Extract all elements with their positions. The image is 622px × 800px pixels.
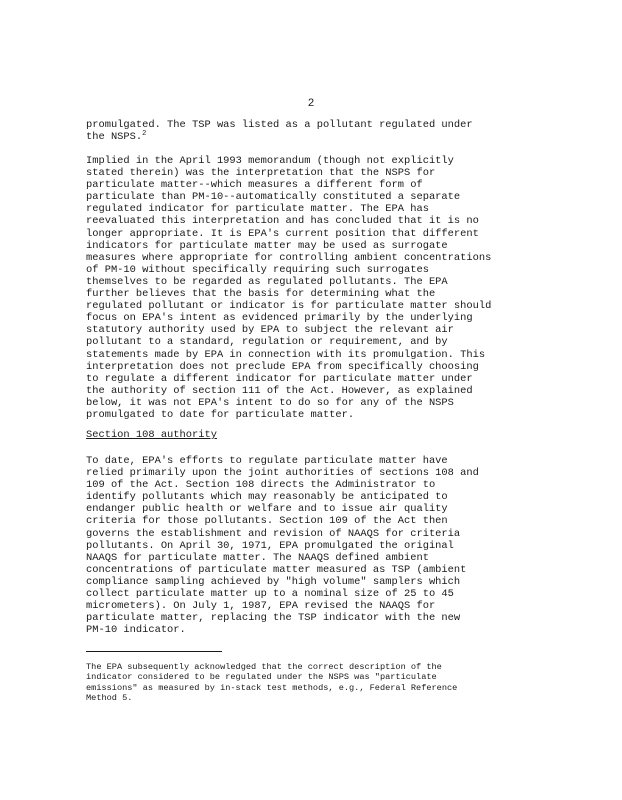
- footnote-line: Method 5.: [86, 693, 133, 704]
- paragraph-2-line: below, it was not EPA's intent to do so for any of the NSPS: [86, 396, 454, 409]
- paragraph-2-line: indicators for particulate matter may be used as surrogate: [86, 239, 448, 252]
- paragraph-3-line: pollutants. On April 30, 1971, EPA promulgated the original: [86, 539, 454, 552]
- footnote-line: indicator considered to be regulated under the NSPS was "particulate: [86, 672, 437, 683]
- paragraph-1-line: promulgated. The TSP was listed as a pollutant regulated under: [86, 119, 473, 131]
- paragraph-3-line: criteria for those pollutants. Section 109 of the Act then: [86, 515, 448, 528]
- paragraph-2-line: of PM-10 without specifically requiring such surrogates: [86, 263, 429, 276]
- paragraph-2-line: promulgated to date for particulate matter.: [86, 408, 355, 421]
- paragraph-3-line: compliance sampling achieved by "high volume" samplers which: [86, 575, 461, 588]
- paragraph-2-line: focus on EPA's intent as evidenced primarily by the underlying: [86, 312, 473, 325]
- paragraph-2-line: longer appropriate. It is EPA's current position that different: [86, 227, 479, 240]
- paragraph-3-line: collect particulate matter up to a nominal size of 25 to 45: [86, 588, 454, 601]
- paragraph-2-line: themselves to be regarded as regulated pollutants. The EPA: [86, 275, 448, 288]
- paragraph-2-line: interpretation does not preclude EPA from specifically choosing: [86, 360, 479, 373]
- paragraph-2-line: statutory authority used by EPA to subject the relevant air: [86, 324, 454, 337]
- paragraph-1-line: the NSPS.$^2$: [86, 130, 147, 144]
- paragraph-2-line: Implied in the April 1993 memorandum (though not explicitly: [86, 155, 454, 167]
- paragraph-2-line: regulated pollutant or indicator is for particulate matter should: [86, 300, 492, 313]
- paragraph-3-line: relied primarily upon the joint authorities of sections 108 and: [86, 467, 479, 480]
- paragraph-3: [86, 455, 526, 636]
- paragraph-2: [86, 155, 526, 421]
- paragraph-3-line: To date, EPA's efforts to regulate particulate matter have: [86, 455, 448, 467]
- footnote: [86, 662, 526, 704]
- paragraph-2-line: statements made by EPA in connection with its promulgation. This: [86, 348, 486, 361]
- paragraph-1: [86, 119, 526, 143]
- paragraph-2-line: reevaluated this interpretation and has concluded that it is no: [86, 215, 479, 228]
- section-heading: Section 108 authority: [86, 429, 217, 441]
- paragraph-2-line: further believes that the basis for determining what the: [86, 288, 436, 301]
- footnote-line: emissions" as measured by in-stack test methods, e.g., Federal Reference: [86, 682, 458, 693]
- paragraph-2-line: pollutant to a standard, regulation or requirement, and by: [86, 336, 448, 349]
- paragraph-2-line: measures where appropriate for controlling ambient concentrations: [86, 251, 492, 264]
- paragraph-3-line: concentrations of particulate matter measured as TSP (ambient: [86, 563, 467, 576]
- footnote-reference: 2: [142, 130, 147, 139]
- footnote-divider: [86, 651, 222, 652]
- paragraph-3-line: particulate matter, replacing the TSP indicator with the new: [86, 612, 461, 625]
- paragraph-2-line: regulated indicator for particulate matter. The EPA has: [86, 203, 429, 216]
- page-number: 2: [307, 98, 315, 110]
- paragraph-3-line: governs the establishment and revision of NAAQS for criteria: [86, 527, 461, 540]
- paragraph-3-line: micrometers). On July 1, 1987, EPA revised the NAAQS for: [86, 600, 436, 613]
- paragraph-2-line: the authority of section 111 of the Act. However, as explained: [86, 384, 473, 397]
- paragraph-2-line: to regulate a different indicator for particulate matter under: [86, 372, 473, 385]
- paragraph-2-line: stated therein) was the interpretation that the NSPS for: [86, 167, 436, 180]
- paragraph-3-line: 109 of the Act. Section 108 directs the Administrator to: [86, 479, 436, 492]
- paragraph-2-line: particulate than PM-10--automatically constituted a separate: [86, 191, 461, 204]
- paragraph-3-line: PM-10 indicator.: [86, 624, 186, 637]
- footnote-line: The EPA subsequently acknowledged that the correct description of the: [86, 662, 442, 672]
- paragraph-3-line: identify pollutants which may reasonably be anticipated to: [86, 491, 448, 504]
- paragraph-3-line: NAAQS for particulate matter. The NAAQS defined ambient: [86, 551, 429, 564]
- paragraph-2-line: particulate matter--which measures a different form of: [86, 179, 423, 192]
- paragraph-3-line: endanger public health or welfare and to issue air quality: [86, 503, 448, 516]
